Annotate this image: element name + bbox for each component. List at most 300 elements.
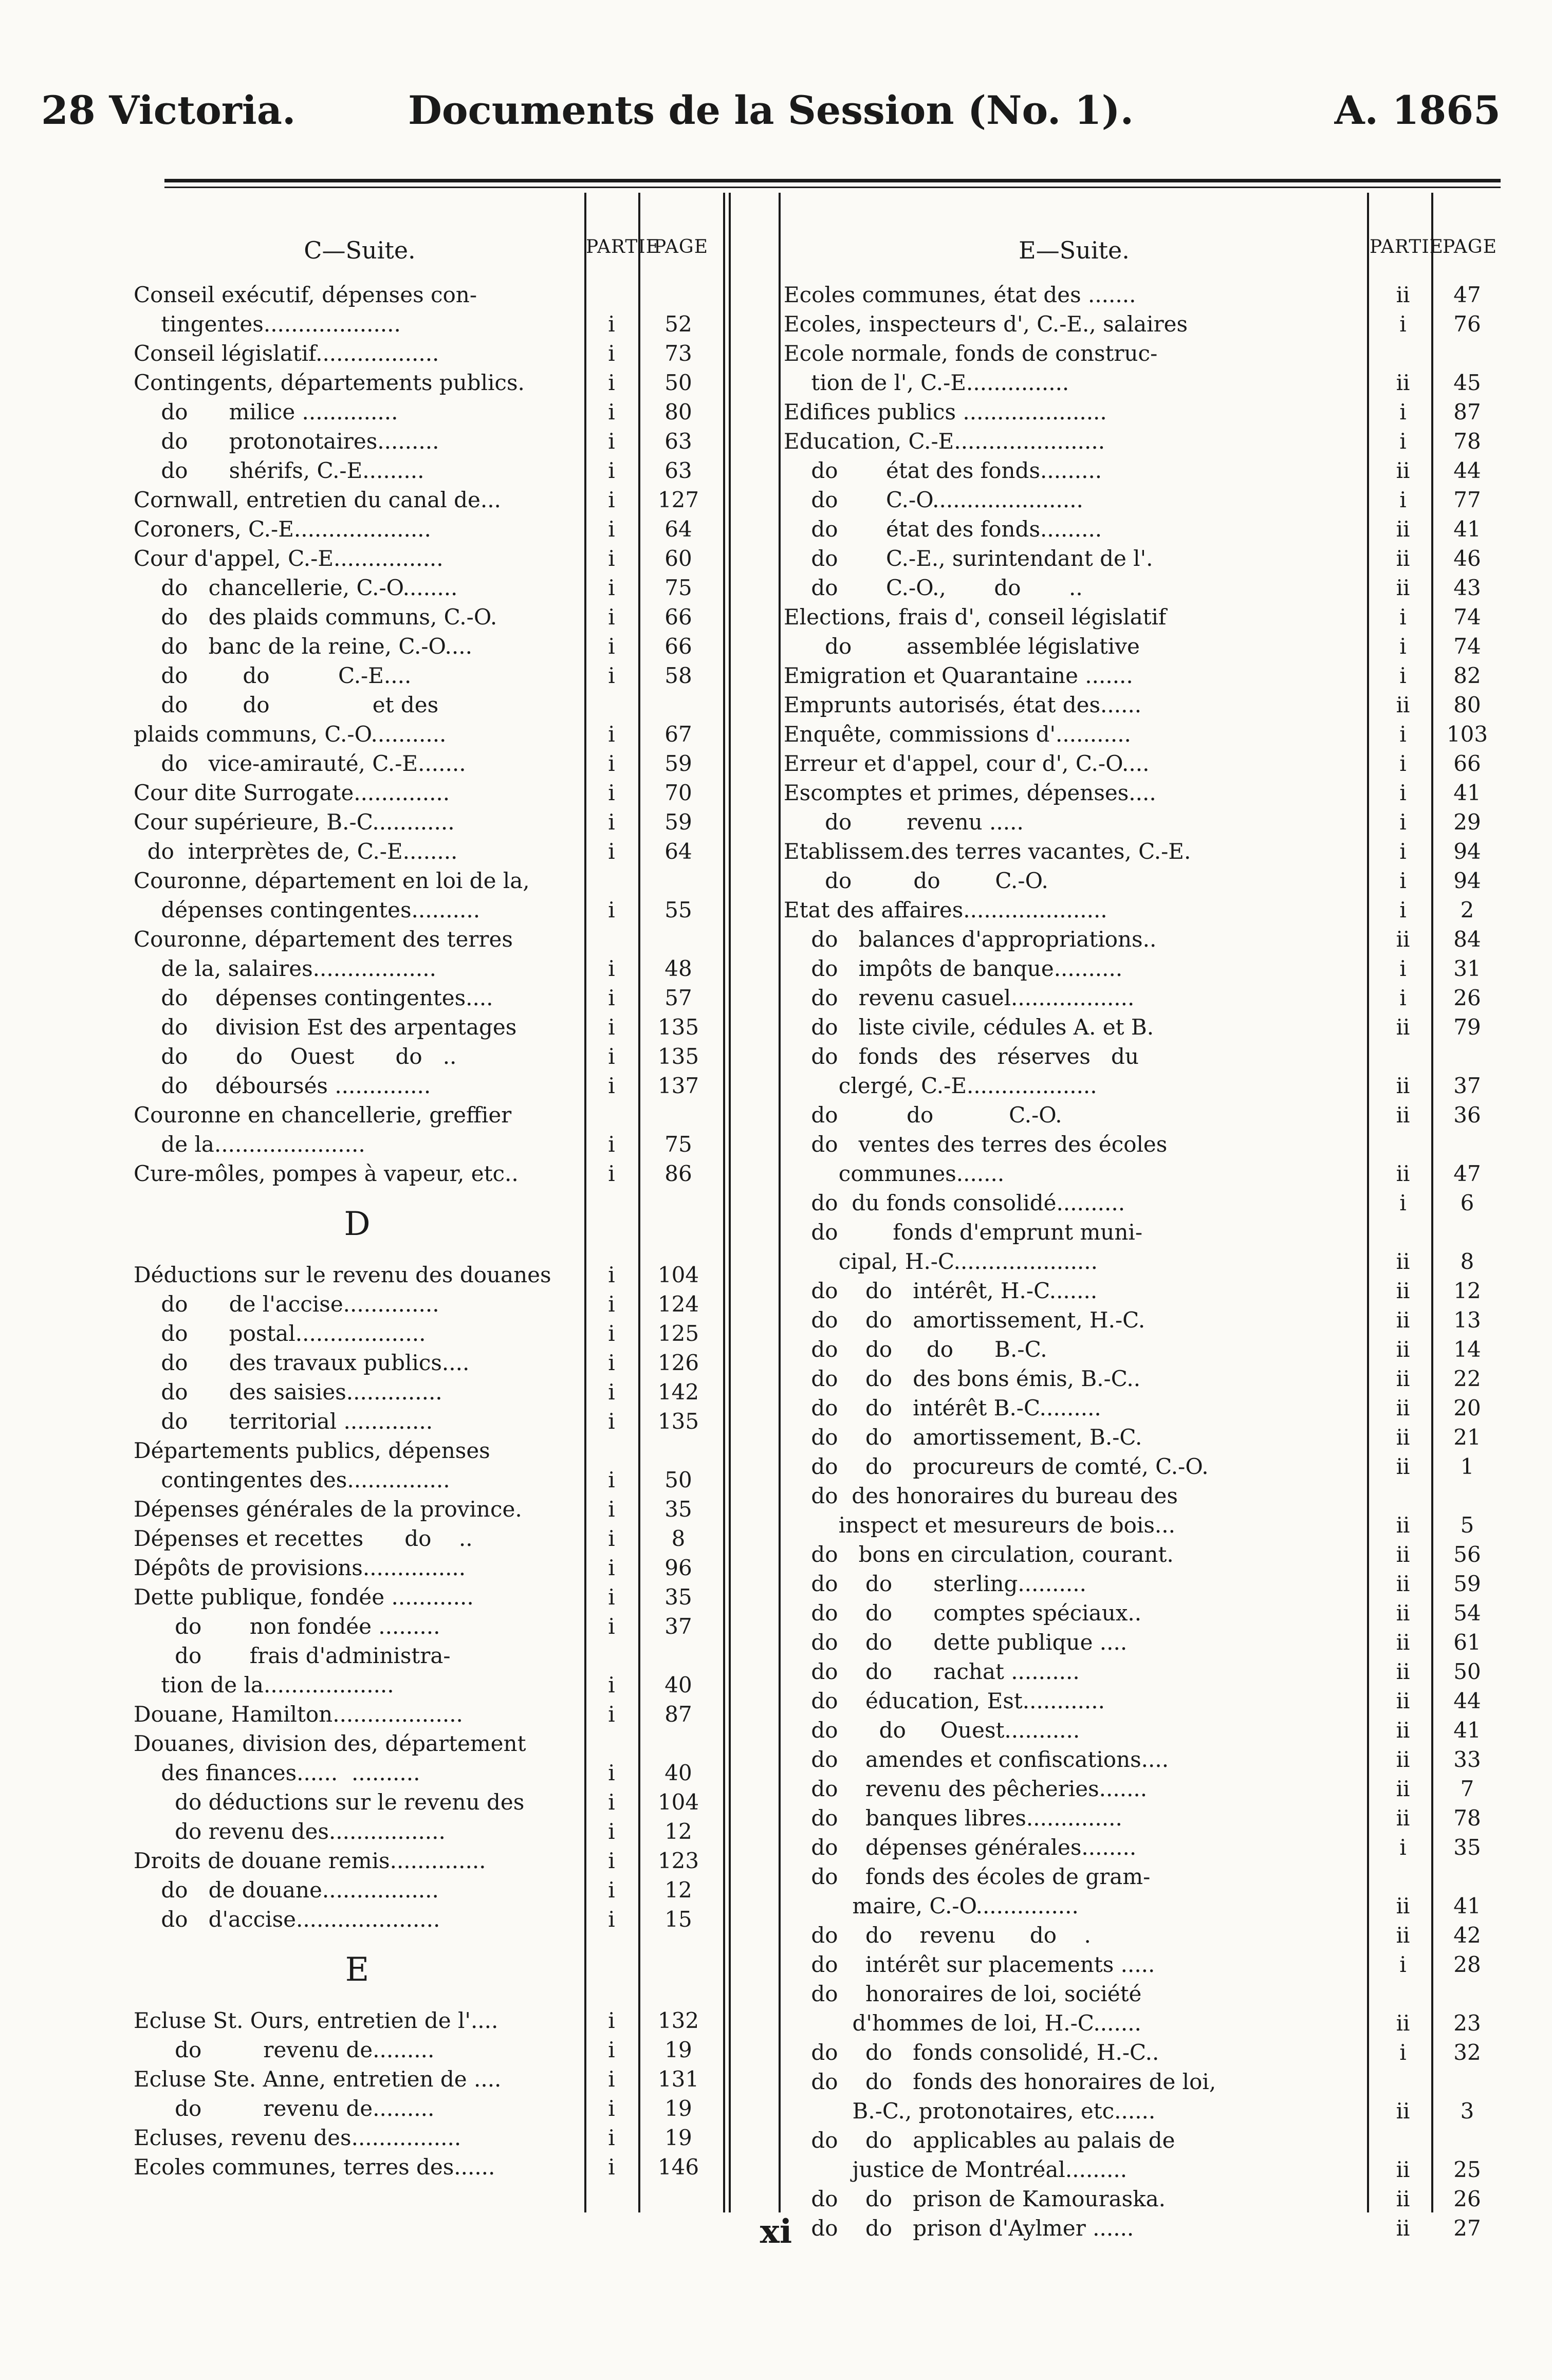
entry-text: do fonds des réserves du <box>784 1044 1139 1069</box>
entry-text: Erreur et d'appel, cour d', C.-O.... <box>784 751 1150 776</box>
entry-page: 12 <box>664 1877 692 1903</box>
entry-partie: i <box>608 722 615 747</box>
section-letter-text: D <box>344 1205 371 1243</box>
entry-page: 27 <box>1453 2216 1481 2241</box>
entry-partie: ii <box>1396 1249 1410 1274</box>
entry-partie: ii <box>1396 2157 1410 2182</box>
entry-text: Conseil législatif.................. <box>134 341 439 366</box>
entry-text: do frais d'administra- <box>134 1643 451 1668</box>
index-entry <box>134 807 719 837</box>
index-entry <box>784 544 1503 573</box>
entry-partie: ii <box>1396 1659 1410 1684</box>
left-partie-header: PARTIE <box>586 236 660 257</box>
entry-page: 45 <box>1453 370 1481 395</box>
entry-text: do do procureurs de comté, C.-O. <box>784 1454 1209 1479</box>
entry-page: 12 <box>664 1819 692 1844</box>
entry-partie: i <box>608 1672 615 1698</box>
entry-text: communes....... <box>784 1161 1005 1186</box>
index-entry <box>784 1481 1503 1510</box>
index-entry <box>784 719 1503 749</box>
entry-page: 52 <box>664 311 692 337</box>
entry-text: do protonotaires......... <box>134 429 439 454</box>
entry-text: do honoraires de loi, société <box>784 1981 1142 2006</box>
index-entry <box>784 1305 1503 1335</box>
entry-text: d'hommes de loi, H.-C....... <box>784 2010 1141 2036</box>
entry-text: do revenu des................. <box>134 1819 446 1844</box>
entry-partie: ii <box>1396 1923 1410 1948</box>
index-entry <box>784 2096 1503 2126</box>
entry-text: Coroners, C.-E.................... <box>134 516 431 542</box>
index-entry <box>784 1335 1503 1364</box>
entry-partie: i <box>608 1497 615 1522</box>
index-entry <box>134 925 719 954</box>
index-entry <box>784 1833 1503 1862</box>
entry-partie: i <box>608 516 615 542</box>
entry-page: 59 <box>664 751 692 776</box>
entry-page: 8 <box>671 1526 686 1551</box>
entry-page: 6 <box>1460 1190 1474 1215</box>
entry-text: Ecole normale, fonds de construc- <box>784 341 1158 366</box>
entry-partie: ii <box>1396 458 1410 483</box>
index-entry <box>784 866 1503 895</box>
index-entry <box>784 2126 1503 2155</box>
index-entry <box>134 309 719 339</box>
index-entry <box>134 427 719 456</box>
section-letter <box>134 1934 719 2006</box>
entry-page: 61 <box>1453 1630 1481 1655</box>
left-page-header: PAGE <box>654 236 708 257</box>
entry-partie: i <box>608 487 615 512</box>
index-entry <box>134 2094 719 2123</box>
index-entry <box>134 1260 719 1289</box>
index-entry <box>134 1758 719 1787</box>
entry-text: do shérifs, C.-E......... <box>134 458 424 483</box>
entry-partie: i <box>1399 1190 1407 1215</box>
entry-page: 22 <box>1453 1366 1481 1391</box>
entry-page: 15 <box>664 1907 692 1932</box>
entry-partie: ii <box>1396 1571 1410 1596</box>
right-section-title: E—Suite. <box>1019 236 1130 264</box>
entry-page: 14 <box>1453 1337 1481 1362</box>
index-entry <box>784 514 1503 544</box>
index-entry <box>784 1247 1503 1276</box>
entry-page: 7 <box>1460 1776 1474 1801</box>
entry-text: Douane, Hamilton................... <box>134 1702 463 1727</box>
index-entry <box>784 749 1503 778</box>
entry-text: do C.-O...................... <box>784 487 1083 512</box>
entry-text: Ecluse St. Ours, entretien de l'.... <box>134 2008 498 2033</box>
index-entry <box>134 1071 719 1100</box>
index-entry <box>784 1364 1503 1393</box>
header-right: A. 1865 <box>1334 87 1501 133</box>
entry-partie: ii <box>1396 282 1410 307</box>
entry-text: tingentes.................... <box>134 311 401 337</box>
index-entry <box>784 807 1503 837</box>
entry-text: Cour supérieure, B.-C............ <box>134 809 455 835</box>
entry-text: Dépenses et recettes do .. <box>134 1526 473 1551</box>
entry-partie: i <box>608 341 615 366</box>
entry-text: do do amortissement, H.-C. <box>784 1307 1145 1333</box>
entry-text: clergé, C.-E................... <box>784 1073 1097 1098</box>
entry-text: do division Est des arpentages <box>134 1014 517 1040</box>
entry-partie: i <box>608 1467 615 1492</box>
entry-text: B.-C., protonotaires, etc...... <box>784 2098 1156 2124</box>
entry-page: 84 <box>1453 927 1481 952</box>
entry-page: 35 <box>664 1584 692 1610</box>
entry-page: 23 <box>1453 2010 1481 2036</box>
index-column-right <box>784 195 1503 2256</box>
entry-partie: i <box>1399 604 1407 630</box>
entry-partie: i <box>608 780 615 805</box>
entry-text: Dépenses générales de la province. <box>134 1497 522 1522</box>
index-entry <box>784 1628 1503 1657</box>
index-entry <box>134 544 719 573</box>
entry-partie: i <box>608 809 615 835</box>
entry-page: 58 <box>664 663 692 688</box>
index-entry <box>784 837 1503 866</box>
entry-text: do déductions sur le revenu des <box>134 1789 525 1815</box>
entry-partie: i <box>1399 868 1407 893</box>
entry-partie: i <box>608 1555 615 1580</box>
entry-partie: i <box>1399 487 1407 512</box>
entry-page: 73 <box>664 341 692 366</box>
entry-text: do fonds des écoles de gram- <box>784 1864 1151 1889</box>
entry-page: 124 <box>657 1292 699 1317</box>
index-entry <box>134 866 719 895</box>
entry-text: do do comptes spéciaux.. <box>784 1600 1142 1626</box>
entry-partie: i <box>608 2008 615 2033</box>
entry-page: 12 <box>1453 1278 1481 1303</box>
index-entry <box>134 1159 719 1188</box>
section-letter-text: E <box>345 1951 369 1989</box>
index-entry <box>784 1891 1503 1921</box>
entry-partie: i <box>608 1292 615 1317</box>
index-entry <box>134 1787 719 1817</box>
entry-text: do C.-E., surintendant de l'. <box>784 546 1153 571</box>
entry-partie: i <box>608 1526 615 1551</box>
entry-text: Couronne en chancellerie, greffier <box>134 1102 512 1128</box>
entry-partie: i <box>608 1614 615 1639</box>
entry-partie: ii <box>1396 1425 1410 1450</box>
entry-partie: i <box>608 1262 615 1287</box>
entry-partie: ii <box>1396 546 1410 571</box>
entry-partie: i <box>608 429 615 454</box>
entry-page: 67 <box>664 722 692 747</box>
entry-text: contingentes des............... <box>134 1467 450 1492</box>
entry-page: 32 <box>1453 2040 1481 2065</box>
entry-page: 41 <box>1453 1893 1481 1918</box>
entry-text: do de douane................. <box>134 1877 439 1903</box>
entry-text: do assemblée législative <box>784 634 1140 659</box>
index-entry <box>134 368 719 397</box>
index-entry <box>134 514 719 544</box>
entry-partie: ii <box>1396 1307 1410 1333</box>
entry-page: 82 <box>1453 663 1481 688</box>
entry-text: do état des fonds......... <box>784 516 1102 542</box>
entry-text: do do Ouest do .. <box>134 1044 457 1069</box>
entry-text: do bons en circulation, courant. <box>784 1542 1174 1567</box>
index-entry <box>134 1348 719 1377</box>
index-entry <box>784 1803 1503 1833</box>
entry-text: do revenu ..... <box>784 809 1024 835</box>
index-entry <box>134 1670 719 1700</box>
index-entry <box>134 339 719 368</box>
entry-text: Cure-môles, pompes à vapeur, etc.. <box>134 1161 519 1186</box>
entry-page: 37 <box>664 1614 692 1639</box>
entry-partie: i <box>608 575 615 600</box>
entry-page: 60 <box>664 546 692 571</box>
entry-partie: i <box>608 1409 615 1434</box>
entry-page: 146 <box>657 2154 699 2180</box>
index-entry <box>784 954 1503 983</box>
entry-text: do ventes des terres des écoles <box>784 1132 1168 1157</box>
entry-page: 86 <box>664 1161 692 1186</box>
entry-page: 127 <box>657 487 699 512</box>
entry-partie: i <box>608 1379 615 1405</box>
entry-text: do dépenses générales........ <box>784 1835 1137 1860</box>
index-entry <box>134 280 719 309</box>
entry-page: 28 <box>1453 1952 1481 1977</box>
entry-text: do chancellerie, C.-O........ <box>134 575 458 600</box>
entry-page: 47 <box>1453 1161 1481 1186</box>
entry-text: do revenu casuel.................. <box>784 985 1135 1010</box>
entry-partie: ii <box>1396 1630 1410 1655</box>
entry-partie: ii <box>1396 1600 1410 1626</box>
entry-page: 41 <box>1453 1718 1481 1743</box>
entry-partie: ii <box>1396 1688 1410 1713</box>
entry-partie: i <box>1399 722 1407 747</box>
index-entry <box>784 2008 1503 2038</box>
index-entry <box>134 1130 719 1159</box>
entry-text: Education, C.-E...................... <box>784 429 1105 454</box>
entry-partie: i <box>608 985 615 1010</box>
index-entry <box>784 485 1503 514</box>
column-divider-center-3 <box>779 193 781 2212</box>
entry-text: Emprunts autorisés, état des...... <box>784 692 1142 717</box>
entry-page: 5 <box>1460 1512 1474 1538</box>
entry-text: do impôts de banque.......... <box>784 956 1123 981</box>
entry-page: 132 <box>657 2008 699 2033</box>
entry-partie: ii <box>1396 1718 1410 1743</box>
entry-page: 75 <box>664 1132 692 1157</box>
index-entry <box>134 1495 719 1524</box>
entry-page: 20 <box>1453 1395 1481 1420</box>
entry-partie: i <box>608 370 615 395</box>
index-entry <box>134 2152 719 2182</box>
entry-text: Etat des affaires..................... <box>784 897 1107 923</box>
entry-text: do do amortissement, B.-C. <box>784 1425 1142 1450</box>
entry-page: 44 <box>1453 458 1481 483</box>
entry-partie: ii <box>1396 1161 1410 1186</box>
entry-page: 103 <box>1446 722 1488 747</box>
entry-text: Ecluse Ste. Anne, entretien de .... <box>134 2067 502 2092</box>
entry-page: 35 <box>1453 1835 1481 1860</box>
entry-partie: i <box>1399 2040 1407 2065</box>
entry-page: 44 <box>1453 1688 1481 1713</box>
entry-page: 104 <box>657 1789 699 1815</box>
entry-text: do do prison d'Aylmer ...... <box>784 2216 1134 2241</box>
entry-page: 70 <box>664 780 692 805</box>
entry-partie: ii <box>1396 1893 1410 1918</box>
entry-partie: i <box>608 1044 615 1069</box>
entry-page: 47 <box>1453 282 1481 307</box>
index-entry <box>784 1159 1503 1188</box>
entry-partie: i <box>608 663 615 688</box>
index-entry <box>784 573 1503 602</box>
index-entry <box>784 397 1503 427</box>
entry-text: do des plaids communs, C.-O. <box>134 604 497 630</box>
index-entry <box>784 1686 1503 1715</box>
entry-page: 123 <box>657 1848 699 1873</box>
entry-page: 94 <box>1453 868 1481 893</box>
index-entry <box>784 1188 1503 1217</box>
entry-partie: i <box>608 1877 615 1903</box>
entry-text: do non fondée ......... <box>134 1614 440 1639</box>
entry-page: 40 <box>664 1672 692 1698</box>
entry-page: 41 <box>1453 780 1481 805</box>
entry-page: 142 <box>657 1379 699 1405</box>
page-number: xi <box>760 2212 792 2251</box>
entry-partie: i <box>608 1702 615 1727</box>
index-entry <box>784 778 1503 807</box>
entry-text: do do intérêt B.-C......... <box>784 1395 1101 1420</box>
entry-text: Edifices publics ..................... <box>784 399 1107 425</box>
entry-page: 135 <box>657 1014 699 1040</box>
entry-text: do amendes et confiscations.... <box>784 1747 1169 1772</box>
entry-partie: i <box>608 2037 615 2062</box>
entry-page: 135 <box>657 1044 699 1069</box>
index-entry <box>134 1407 719 1436</box>
entry-text: do éducation, Est............ <box>784 1688 1105 1713</box>
entry-page: 66 <box>664 604 692 630</box>
entry-partie: ii <box>1396 516 1410 542</box>
entry-page: 66 <box>1453 751 1481 776</box>
entry-text: do déboursés .............. <box>134 1073 431 1098</box>
entry-partie: i <box>1399 634 1407 659</box>
index-entry <box>134 1817 719 1846</box>
index-entry <box>784 1276 1503 1305</box>
entry-page: 35 <box>664 1497 692 1522</box>
index-entry <box>134 456 719 485</box>
index-entry <box>134 1905 719 1934</box>
entry-partie: i <box>608 1014 615 1040</box>
index-entry <box>784 309 1503 339</box>
entry-page: 64 <box>664 516 692 542</box>
entry-partie: ii <box>1396 1776 1410 1801</box>
entry-partie: ii <box>1396 1337 1410 1362</box>
entry-page: 63 <box>664 429 692 454</box>
entry-text: do postal................... <box>134 1321 426 1346</box>
index-entry <box>784 1950 1503 1979</box>
entry-text: do dépenses contingentes.... <box>134 985 493 1010</box>
entry-partie: i <box>608 1073 615 1098</box>
index-entry <box>134 749 719 778</box>
entry-page: 74 <box>1453 604 1481 630</box>
entry-page: 59 <box>664 809 692 835</box>
index-entry <box>784 1100 1503 1130</box>
column-divider-center-2 <box>729 193 731 2212</box>
index-entry <box>784 1042 1503 1071</box>
entry-page: 63 <box>664 458 692 483</box>
index-entry <box>784 1745 1503 1774</box>
entry-text: do balances d'appropriations.. <box>784 927 1157 952</box>
entry-partie: i <box>1399 311 1407 337</box>
entry-page: 125 <box>657 1321 699 1346</box>
entry-partie: i <box>1399 809 1407 835</box>
entry-partie: i <box>1399 751 1407 776</box>
entry-partie: ii <box>1396 1102 1410 1128</box>
entry-partie: ii <box>1396 370 1410 395</box>
entry-partie: i <box>608 956 615 981</box>
entry-text: do C.-O., do .. <box>784 575 1083 600</box>
index-entry <box>784 1012 1503 1042</box>
index-entry <box>134 1700 719 1729</box>
entry-text: Déductions sur le revenu des douanes <box>134 1262 551 1287</box>
entry-page: 8 <box>1460 1249 1474 1274</box>
entry-page: 2 <box>1460 897 1474 923</box>
entry-partie: i <box>608 2154 615 2180</box>
entry-partie: i <box>608 2096 615 2121</box>
entry-text: Ecoles, inspecteurs d', C.-E., salaires <box>784 311 1188 337</box>
index-entry <box>134 1553 719 1582</box>
entry-text: Enquête, commissions d'........... <box>784 722 1131 747</box>
entry-partie: ii <box>1396 1512 1410 1538</box>
entry-text: do territorial ............. <box>134 1409 433 1434</box>
index-entry <box>784 1774 1503 1803</box>
entry-page: 46 <box>1453 546 1481 571</box>
entry-text: Contingents, départements publics. <box>134 370 525 395</box>
index-entry <box>134 954 719 983</box>
entry-text: tion de l', C.-E............... <box>784 370 1069 395</box>
entry-text: do do do B.-C. <box>784 1337 1047 1362</box>
index-entry <box>134 661 719 690</box>
entry-text: do état des fonds......... <box>784 458 1102 483</box>
entry-text: Droits de douane remis.............. <box>134 1848 486 1873</box>
index-entry <box>784 2067 1503 2096</box>
entry-page: 31 <box>1453 956 1481 981</box>
column-divider-center-1 <box>723 193 725 2212</box>
entry-text: des finances...... .......... <box>134 1760 420 1785</box>
entry-page: 19 <box>664 2037 692 2062</box>
entry-partie: i <box>608 1848 615 1873</box>
entry-partie: i <box>1399 429 1407 454</box>
right-partie-header: PARTIE <box>1370 236 1444 257</box>
index-entry <box>784 1569 1503 1598</box>
page-header <box>41 87 1501 144</box>
entry-partie: i <box>1399 956 1407 981</box>
index-entry <box>134 397 719 427</box>
index-entry <box>784 1423 1503 1452</box>
entry-partie: ii <box>1396 2216 1410 2241</box>
entry-partie: ii <box>1396 2186 1410 2211</box>
entry-text: do do fonds des honoraires de loi, <box>784 2069 1216 2094</box>
index-entry <box>134 1641 719 1670</box>
index-entry <box>784 661 1503 690</box>
index-entry <box>784 1657 1503 1686</box>
entry-partie: i <box>1399 985 1407 1010</box>
entry-page: 74 <box>1453 634 1481 659</box>
entry-partie: i <box>608 634 615 659</box>
index-entry <box>784 632 1503 661</box>
entry-text: Emigration et Quarantaine ....... <box>784 663 1133 688</box>
entry-page: 3 <box>1460 2098 1474 2124</box>
header-left: 28 Victoria. <box>41 87 296 133</box>
entry-text: do do et des <box>134 692 439 717</box>
entry-partie: i <box>608 2067 615 2092</box>
entry-text: Ecoles communes, terres des...... <box>134 2154 495 2180</box>
index-entry <box>784 1715 1503 1745</box>
entry-text: do do Ouest........... <box>784 1718 1080 1743</box>
